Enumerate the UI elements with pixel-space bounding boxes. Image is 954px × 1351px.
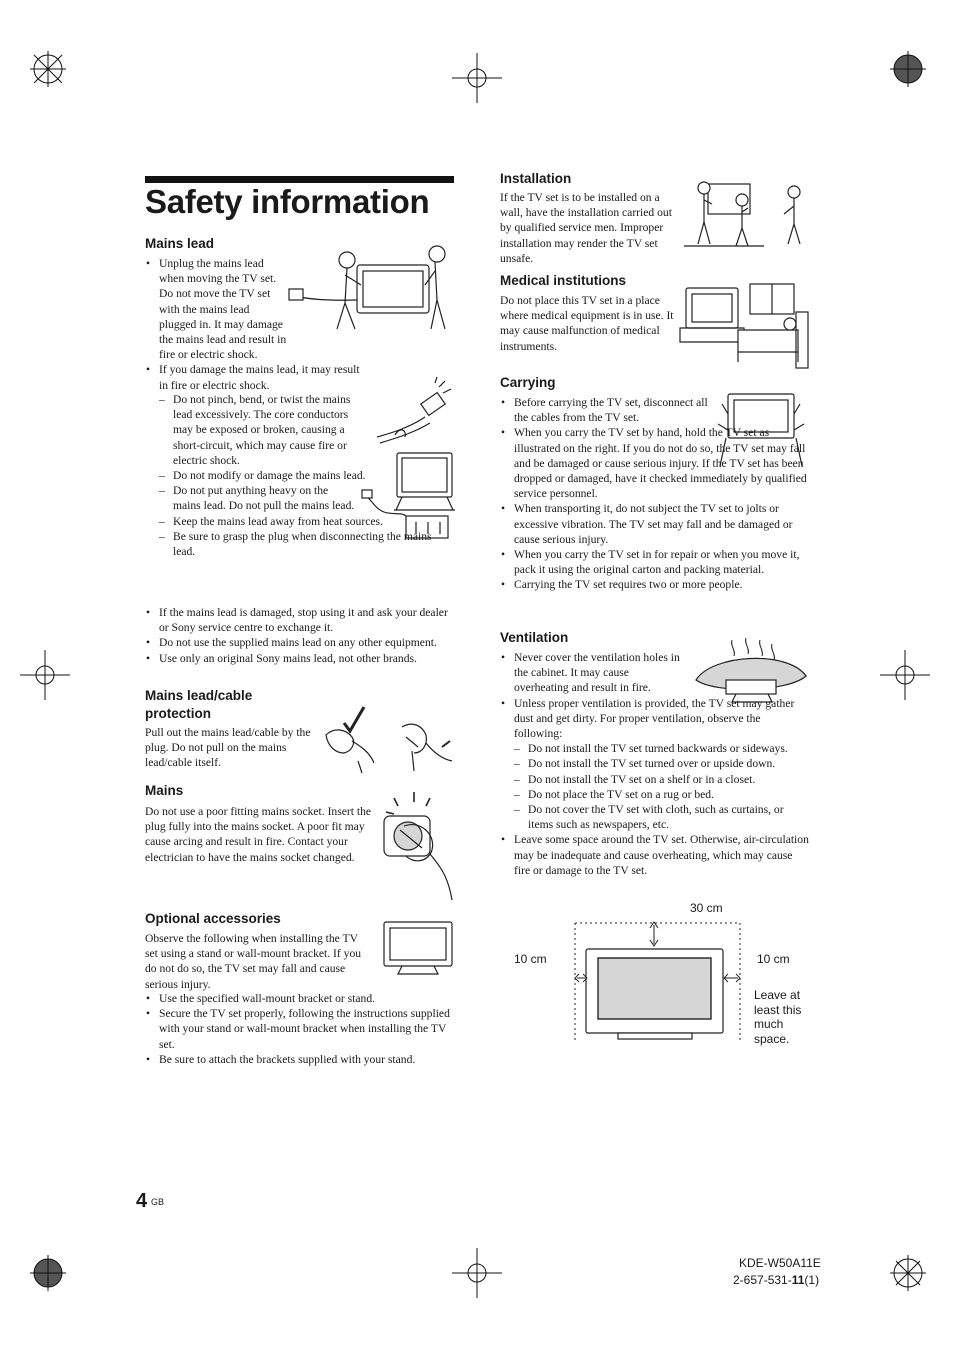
mains-heading: Mains xyxy=(145,783,184,798)
list-item: – Do not install the TV set on a shelf or in a closet. xyxy=(514,772,810,787)
list-item-text: If you damage the mains lead, it may result in fire or electric shock. xyxy=(159,363,360,392)
list-item: • Use only an original Sony mains lead, not other brands. xyxy=(145,651,455,666)
cable-protection-heading-line2: protection xyxy=(145,706,211,721)
optional-accessories-heading: Optional accessories xyxy=(145,911,281,926)
carrying-heading: Carrying xyxy=(500,375,556,390)
optional-accessories-text: Observe the following when installing the TV set using a stand or wall-mount bracket. If you do not do so, the TV set may fall and cause serious injury. xyxy=(145,932,362,991)
list-item: – Do not install the TV set turned over or upside down. xyxy=(514,756,810,771)
title-rule xyxy=(145,176,454,183)
list-item: – Do not pinch, bend, or twist the mains lead excessively. The core conductors may be exposed or broken, causing a short-circuit, which may cause fire or electric shock. xyxy=(159,392,358,468)
registration-mark-bottom-right xyxy=(873,1238,943,1308)
list-item xyxy=(145,362,364,392)
registration-mark-top-left xyxy=(13,43,83,113)
list-item xyxy=(500,696,810,833)
list-item: – Do not modify or damage the mains lead. xyxy=(159,468,368,483)
document-code-prefix: 2-657-531- xyxy=(733,1273,792,1287)
list-item: – Do not cover the TV set with cloth, such as curtains, or items such as newspapers, etc. xyxy=(514,802,810,832)
list-item: • Be sure to attach the brackets supplied with your stand. xyxy=(145,1052,455,1067)
clearance-left-label: 10 cm xyxy=(514,952,547,966)
cable-protection-heading-line1: Mains lead/cable xyxy=(145,688,253,703)
registration-mark-right-mid xyxy=(870,640,940,710)
list-item: • Use the specified wall-mount bracket or stand. xyxy=(145,991,455,1006)
carrying-list xyxy=(500,395,810,593)
list-item: • Unplug the mains lead when moving the TV set. Do not move the TV set with the mains lead plugged in. It may damage the mains lead and result in fire or electric shock. xyxy=(145,256,289,362)
list-item: – Do not put anything heavy on the mains lead. Do not pull the mains lead. xyxy=(159,483,358,513)
optional-accessories-list xyxy=(145,991,455,1067)
installation-heading: Installation xyxy=(500,171,572,186)
list-item: • If the mains lead is damaged, stop using it and ask your dealer or Sony service centre to exchange it. xyxy=(145,605,455,635)
document-code-suffix: (1) xyxy=(804,1273,820,1287)
clearance-note: Leave at least this much space. xyxy=(754,988,802,1046)
mains-lead-sublist xyxy=(145,392,455,559)
registration-mark-left-mid xyxy=(10,640,80,710)
ventilation-sublist xyxy=(514,741,810,832)
list-item: • Before carrying the TV set, disconnect all the cables from the TV set. xyxy=(500,395,714,425)
list-item: – Do not install the TV set turned backwards or sideways. xyxy=(514,741,810,756)
list-item-text: Unless proper ventilation is provided, the TV set may gather dust and get dirty. For proper ventilation, observe the following: xyxy=(514,696,795,741)
list-item: • When you carry the TV set in for repair or when you move it, pack it using the original carton and packing material. xyxy=(500,547,810,577)
mains-lead-heading: Mains lead xyxy=(145,236,215,251)
model-number: KDE-W50A11E xyxy=(739,1256,821,1270)
hospital-room-illustration xyxy=(678,282,810,370)
medical-heading: Medical institutions xyxy=(500,273,627,288)
medical-text: Do not place this TV set in a place where medical equipment is in use. It may cause malfunction of medical instruments. xyxy=(500,294,674,353)
tv-on-stand-illustration xyxy=(380,918,456,976)
ventilation-list xyxy=(500,650,810,878)
list-item: • Carrying the TV set requires two or more people. xyxy=(500,577,810,592)
installation-text: If the TV set is to be installed on a wall, have the installation carried out by qualified service men. Improper installation may render the TV set unsafe. xyxy=(500,191,672,265)
socket-arcing-illustration xyxy=(380,790,458,900)
document-code xyxy=(733,1273,819,1287)
ventilation-heading: Ventilation xyxy=(500,630,569,645)
clearance-top-label: 30 cm xyxy=(690,901,723,915)
registration-mark-top-center xyxy=(442,43,512,113)
list-item: • When you carry the TV set by hand, hold the TV set as illustrated on the right. If you do not do so, the TV set may fall and be damaged or cause serious injury. If the TV set has been dropped or damaged, have it checked immediately by qualified service personnel. xyxy=(500,425,810,501)
mains-lead-list xyxy=(145,256,455,393)
list-item: • When transporting it, do not subject the TV set to jolts or excessive vibration. The TV set may fall and be damaged or cause serious injury. xyxy=(500,501,810,547)
page-language: GB xyxy=(151,1197,165,1207)
list-item: • Leave some space around the TV set. Otherwise, air-circulation may be inadequate and cause overheating, which may cause fire or damage to the TV set. xyxy=(500,832,810,878)
list-item: – Do not place the TV set on a rug or bed. xyxy=(514,787,810,802)
list-item: – Keep the mains lead away from heat sources. xyxy=(159,514,455,529)
list-item: • Secure the TV set properly, following the instructions supplied with your stand or wall-mount bracket when installing the TV set. xyxy=(145,1006,455,1052)
page-title: Safety information xyxy=(145,183,430,220)
registration-mark-top-right xyxy=(873,43,943,113)
mains-lead-list-continued xyxy=(145,605,455,666)
mains-text: Do not use a poor fitting mains socket. Insert the plug fully into the mains socket. A poor fit may cause arcing and result in fire. Contact your electrician to have the mains socket changed. xyxy=(145,805,372,864)
cable-protection-text: Pull out the mains lead/cable by the plug. Do not pull on the mains lead/cable itself. xyxy=(145,726,311,770)
page-number: 4 xyxy=(136,1190,148,1212)
pull-plug-illustration xyxy=(322,703,457,775)
wall-installation-illustration xyxy=(684,178,810,250)
list-item: • Do not use the supplied mains lead on any other equipment. xyxy=(145,635,455,650)
cable-protection-heading xyxy=(145,687,252,723)
list-item: • Never cover the ventilation holes in the cabinet. It may cause overheating and result in fire. xyxy=(500,650,680,696)
registration-mark-bottom-center xyxy=(442,1238,512,1308)
clearance-diagram xyxy=(570,918,745,1043)
registration-mark-bottom-left xyxy=(13,1238,83,1308)
document-code-bold: 11 xyxy=(791,1273,805,1287)
list-item: – Be sure to grasp the plug when disconnecting the mains lead. xyxy=(159,529,455,559)
clearance-right-label: 10 cm xyxy=(757,952,790,966)
